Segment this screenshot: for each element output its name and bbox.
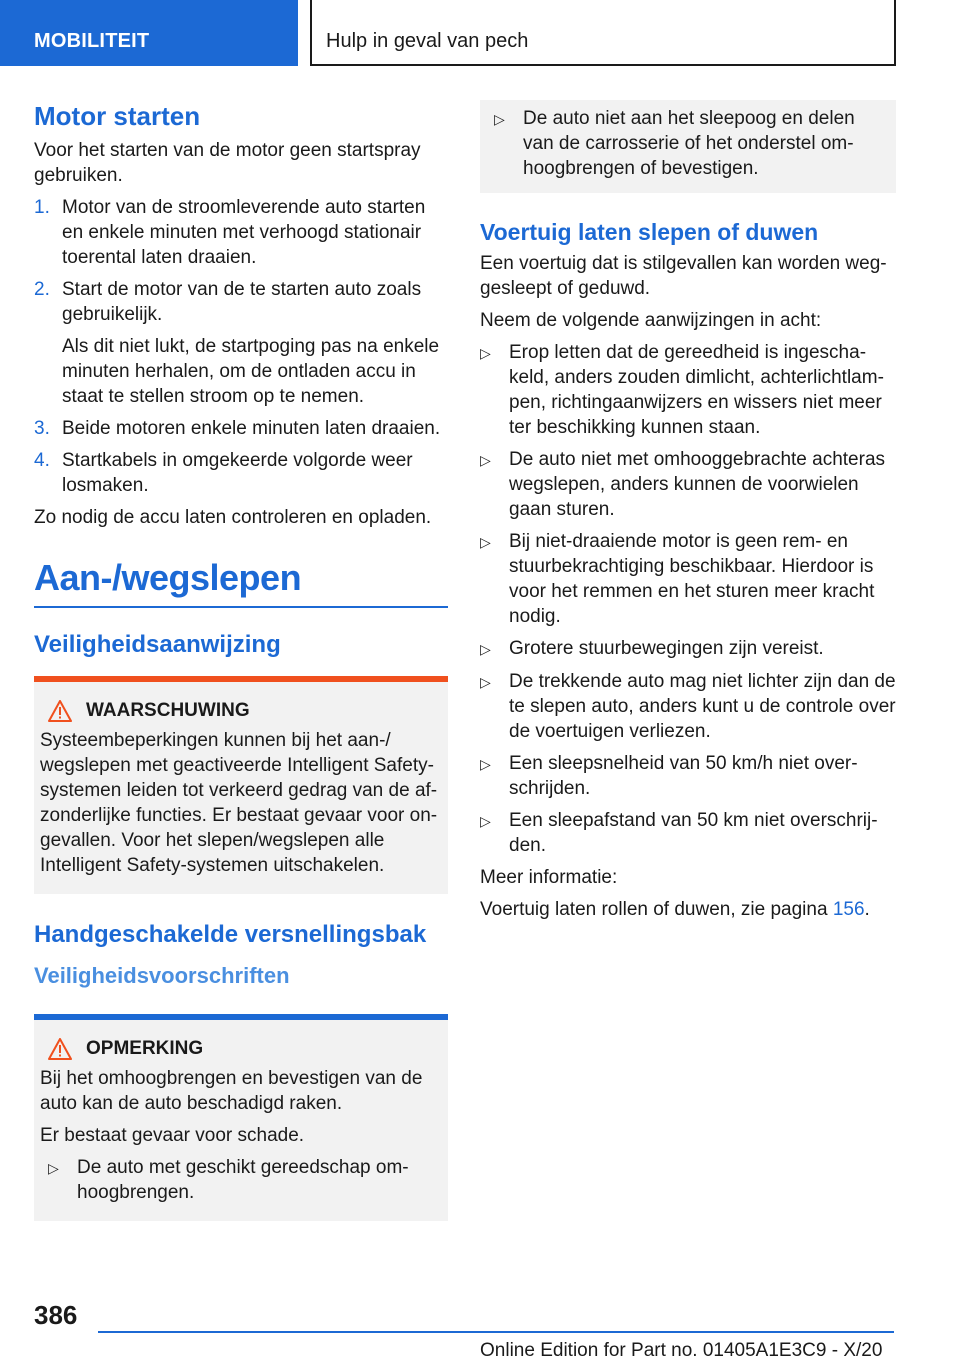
list-item (480, 447, 896, 522)
caution-triangle-icon (48, 1038, 72, 1060)
triangle-bullet-icon: ▷ (480, 534, 491, 550)
warning-title-row (48, 700, 442, 722)
warning-text: Systeembeperkingen kunnen bij het aan-/ wegslepen met geactiveerde Intelligent Safety-systemen leiden tot verkeerd gedrag van de afzonderlijke functies. Er bestaat gevaar voor ongevallen. Voor het slepen/wegslepen alle Intelligent Safety-systemen uitschakelen. (40, 730, 438, 876)
tow-heading: Voertuig laten slepen of duwen (480, 219, 819, 245)
notice-text: Bij het omhoogbrengen en bevestigen van de auto kan de auto beschadigd raken. (40, 1068, 423, 1114)
bullet-text: De trekkende auto mag niet lichter zijn dan de te slepen auto, anders kunt u de controle over de voertuigen verliezen. (509, 671, 896, 742)
reference-end: . (864, 899, 870, 920)
bullet-text: Bij niet-draaiende motor is geen rem- en stuurbekrachtiging beschikbaar. Hierdoor is voor het remmen en het sturen meer kracht nodig. (509, 531, 875, 627)
step-text: Motor van de stroomleverende auto starten en enkele minuten met verhoogd stationair toerental laten draaien. (62, 197, 426, 268)
triangle-bullet-icon: ▷ (480, 813, 491, 829)
main-heading: Aan-/wegslepen (34, 557, 302, 598)
triangle-bullet-icon: ▷ (48, 1160, 59, 1176)
list-item (40, 1155, 442, 1205)
tow-note: Neem de volgende aanwijzingen in acht: (480, 310, 822, 331)
bullet-text: De auto met geschikt gereedschap omhoogbrengen. (77, 1157, 409, 1203)
triangle-bullet-icon: ▷ (480, 756, 491, 772)
list-item (480, 340, 896, 440)
warning-panel (34, 682, 448, 894)
list-item (34, 448, 448, 498)
step-number: 4. (34, 450, 50, 471)
list-item (34, 195, 448, 270)
notice-title: OPMERKING (86, 1038, 204, 1059)
heading-divider (34, 606, 448, 608)
triangle-bullet-icon: ▷ (480, 345, 491, 361)
list-item (480, 751, 896, 801)
motor-outro: Zo nodig de accu laten controleren en opladen. (34, 507, 432, 528)
warning-title: WAARSCHUWING (86, 700, 250, 721)
list-item (480, 636, 896, 662)
left-column (34, 100, 448, 1221)
edition-text: Online Edition for Part no. 01405A1E3C9 - X/20 (480, 1340, 883, 1361)
notice-panel-continued (480, 100, 896, 193)
chapter-header (310, 0, 896, 66)
bullet-text: De auto niet aan het sleepoog en delen van de carrosserie of het onderstel omhoogbrengen of bevestigen. (523, 108, 855, 179)
gearbox-heading: Handgeschakelde versnellingsbak (34, 921, 427, 948)
step-number: 3. (34, 418, 50, 439)
warning-box (34, 676, 448, 894)
safety-heading: Veiligheidsaanwijzing (34, 631, 281, 658)
list-item (480, 808, 896, 858)
triangle-bullet-icon: ▷ (480, 641, 491, 657)
section-title: MOBILITEIT (34, 30, 150, 52)
notice-title-row (48, 1038, 442, 1060)
notice-text: Er bestaat gevaar voor schade. (40, 1125, 305, 1146)
triangle-bullet-icon: ▷ (480, 674, 491, 690)
more-info-label: Meer informatie: (480, 867, 618, 888)
list-item (494, 106, 884, 181)
tow-intro: Een voertuig dat is stilgevallen kan worden weggesleept of geduwd. (480, 253, 887, 299)
step-text: Start de motor van de te starten auto zoals gebruikelijk. (62, 279, 422, 325)
step-text: Startkabels in omgekeerde volgorde weer losmaken. (62, 450, 413, 496)
list-item (480, 529, 896, 629)
tow-bullets (480, 340, 896, 858)
list-item (34, 277, 448, 327)
page-reference (480, 897, 896, 922)
chapter-title: Hulp in geval van pech (326, 30, 529, 52)
page-link[interactable]: 156 (832, 899, 865, 920)
start-steps-list (34, 195, 448, 498)
notice-box (34, 1014, 448, 1221)
step-text: Beide motoren enkele minuten laten draaien. (62, 418, 441, 439)
page-number: 386 (34, 1300, 78, 1330)
step-number: 2. (34, 279, 50, 300)
list-item (480, 669, 896, 744)
step-extra-text: Als dit niet lukt, de startpoging pas na enkele minuten herhalen, om de ontladen accu in staat te stellen stroom op te nemen. (62, 336, 440, 407)
bullet-text: Een sleepafstand van 50 km niet overschrijden. (509, 810, 878, 856)
bullet-text: Erop letten dat de gereedheid is ingeschakeld, anders zouden dimlicht, achterlichtlampen, richtingaanwijzers en wissers niet meer ter beschikking kunnen staan. (509, 342, 884, 438)
step-number: 1. (34, 197, 50, 218)
triangle-bullet-icon: ▷ (494, 111, 505, 127)
footer-divider (98, 1331, 894, 1333)
warning-triangle-icon (48, 700, 72, 722)
bullet-text: Grotere stuurbewegingen zijn vereist. (509, 638, 824, 659)
section-tab (0, 0, 298, 66)
bullet-text: De auto niet met omhooggebrachte achteras wegslepen, anders kunnen de voorwielen gaan sturen. (509, 449, 886, 520)
reference-text: Voertuig laten rollen of duwen, zie pagina (480, 899, 833, 920)
list-item (34, 416, 448, 441)
motor-intro: Voor het starten van de motor geen startspray gebruiken. (34, 140, 421, 186)
bullet-text: Een sleepsnelheid van 50 km/h niet overschrijden. (509, 753, 858, 799)
triangle-bullet-icon: ▷ (480, 452, 491, 468)
regulations-heading: Veiligheidsvoorschriften (34, 963, 290, 988)
motor-start-heading: Motor starten (34, 101, 201, 131)
right-column (480, 100, 896, 922)
notice-panel (34, 1020, 448, 1221)
